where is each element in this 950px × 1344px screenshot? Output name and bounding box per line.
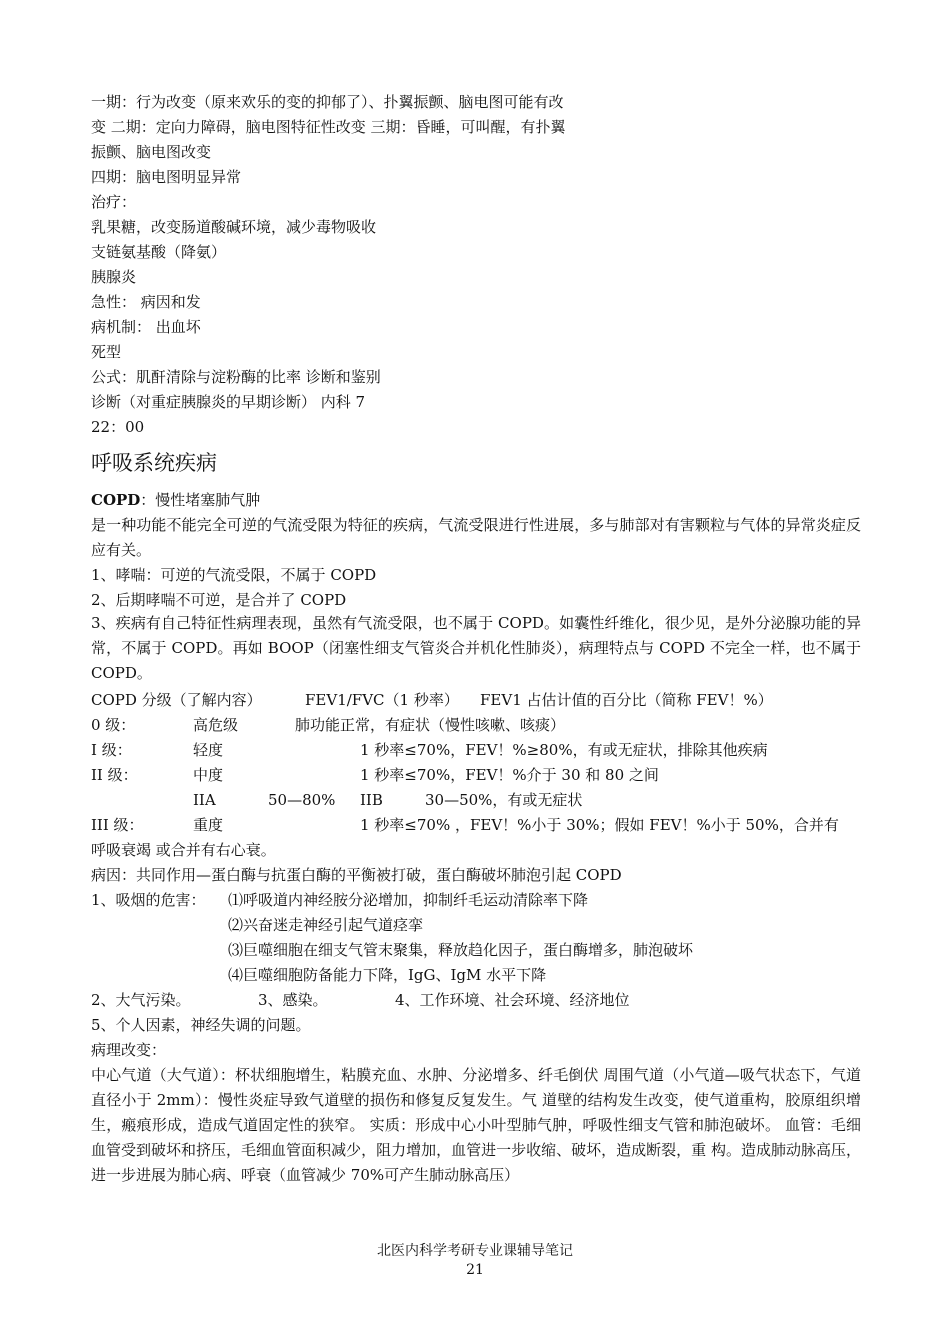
text-line: 胰腺炎 [91,268,137,286]
sub-grade-iib: IIB [360,791,383,809]
grade-desc: 1 秒率≤70%，FEV！%≥80%，有或无症状，排除其他疾病 [360,741,768,759]
text-line: 乳果糖，改变肠道酸碱环境，减少毒物吸收 [91,218,377,236]
grade-desc: 1 秒率≤70%，FEV！%介于 30 和 80 之间 [360,766,659,784]
copd-heading [91,490,260,510]
copd-title-rest: ：慢性堵塞肺气肿 [140,491,261,509]
grade-desc: 肺功能正常，有症状（慢性咳嗽、咳痰） [295,716,566,734]
cause-item: 3、感染。 [258,991,328,1009]
text-line: 振颤、脑电图改变 [91,143,212,161]
grade-level: 高危级 [193,716,239,734]
grade-desc: 1 秒率≤70% ，FEV！%小于 30%；假如 FEV！%小于 50%，合并有 [360,816,839,834]
text-line: 一期：行为改变（原来欢乐的变的抑郁了）、扑翼振颤、脑电图可能有改 [91,93,564,111]
page-number: 21 [466,1262,484,1278]
cause-5: 5、个人因素，神经失调的问题。 [91,1016,311,1034]
text-line: 急性： 病因和发 [91,293,201,311]
text-line: 22：00 [91,418,145,436]
sub-grade-iia-range: 50—80% [268,791,336,809]
text-line: 四期：脑电图明显异常 [91,168,242,186]
pathology-text: 中心气道（大气道）：杯状细胞增生，粘膜充血、水肿、分泌增多、纤毛倒伏 周围气道（小气道—吸气状态下，气道直径小于 2mm）：慢性炎症导致气道壁的损伤和修复反复发生。气 道壁的结构发生改变，使气道重构，胶原组织增生，瘢痕形成，造成气道固定性的狭窄。 实质：形成中心小叶型肺气肿，呼吸性细支气管和肺泡破坏。 血管：毛细血管受到破坏和挤压，毛细血管面积减少，阻力增加，血管进一步收缩、破坏，造成断裂，重 构。造成肺动脉高压，进一步进展为肺心病、呼衰（血管减少 70%可产生肺动脉高压） [91,1066,861,1184]
cause-item: 4、工作环境、社会环境、经济地位 [395,991,630,1009]
point-1: 1、哮喘：可逆的气流受限，不属于 COPD [91,566,377,584]
cause-item: 2、大气污染。 [91,991,191,1009]
grade-label: III 级： [91,816,144,834]
grade-label: II 级： [91,766,138,784]
footer-title: 北医内科学考研专业课辅导笔记 [377,1243,573,1259]
text-line: 变 二期：定向力障碍，脑电图特征性改变 三期：昏睡，可叫醒，有扑翼 [91,118,566,136]
text-line: 公式：肌酐清除与淀粉酶的比率 诊断和鉴别 [91,368,381,386]
point-2: 2、后期哮喘不可逆，是合并了 COPD [91,591,347,609]
point-3: 3、疾病有自己特征性病理表现，虽然有气流受限，也不属于 COPD。如囊性纤维化，很少见，是外分泌腺功能的异常，不属于 COPD。再如 BOOP（闭塞性细支气管炎合并机化性肺炎），病理特点与 COPD 不完全一样，也不属于 COPD。 [91,614,861,682]
grade-level: 重度 [193,816,224,834]
copd-definition: 是一种功能不能完全可逆的气流受限为特征的疾病，气流受限进行性进展，多与肺部对有害颗粒与气体的异常炎症反应有关。 [91,516,861,559]
section-title: 呼吸系统疾病 [91,451,217,475]
smoking-item: ⑴呼吸道内神经胺分泌增加，抑制纤毛运动清除率下降 [228,891,589,909]
grade-label: I 级： [91,741,132,759]
sub-grade-iia: IIA [193,791,216,809]
grading-header-2: FEV1/FVC（1 秒率） [305,691,459,709]
cause-title: 病因：共同作用—蛋白酶与抗蛋白酶的平衡被打破，蛋白酶破坏肺泡引起 COPD [91,866,622,884]
grade-desc-cont: 呼吸衰竭 或合并有右心衰。 [91,841,276,859]
copd-label: COPD [91,491,141,509]
smoking-item: ⑶巨噬细胞在细支气管末聚集，释放趋化因子，蛋白酶增多，肺泡破坏 [228,941,694,959]
pathology-title: 病理改变： [91,1041,167,1059]
grade-label: 0 级： [91,716,136,734]
grade-level: 中度 [193,766,224,784]
text-line: 诊断（对重症胰腺炎的早期诊断） 内科 7 [91,393,366,411]
grading-header-1: COPD 分级（了解内容） [91,691,262,709]
grading-header-3: FEV1 占估计值的百分比（简称 FEV！%） [480,691,773,709]
text-line: 支链氨基酸（降氨） [91,243,227,261]
text-line: 治疗： [91,193,137,211]
grade-level: 轻度 [193,741,224,759]
sub-grade-iib-range: 30—50%，有或无症状 [425,791,583,809]
text-line: 病机制： 出血坏 [91,318,201,336]
text-line: 死型 [91,343,122,361]
smoking-item: ⑷巨噬细胞防备能力下降，IgG、IgM 水平下降 [228,966,547,984]
smoking-item: ⑵兴奋迷走神经引起气道痉挛 [228,916,424,934]
smoking-label: 1、吸烟的危害： [91,891,206,909]
